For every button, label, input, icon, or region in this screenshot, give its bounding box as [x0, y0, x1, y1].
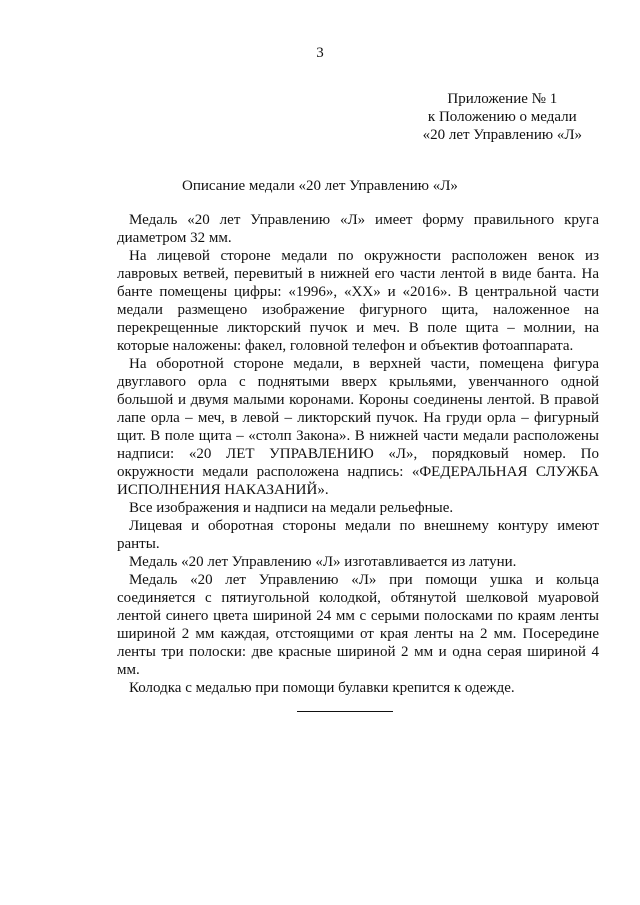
end-divider [297, 711, 393, 712]
paragraph-material: Медаль «20 лет Управлению «Л» изготавливается из латуни. [129, 554, 517, 570]
document-body [117, 211, 599, 697]
document-title: Описание медали «20 лет Управлению «Л» [182, 178, 458, 194]
paragraph-rims: Лицевая и оборотная стороны медали по внешнему контуру имеют ранты. [117, 518, 599, 552]
annex-line-2: к Положению о медали [427, 109, 577, 125]
annex-header [423, 90, 582, 144]
paragraph-relief: Все изображения и надписи на медали рельефные. [129, 500, 454, 516]
annex-line-3: «20 лет Управлению «Л» [422, 127, 582, 143]
paragraph-reverse: На оборотной стороне медали, в верхней части, помещена фигура двуглавого орла с поднятыми вверх крыльями, увенчанного одной большой и двумя малыми коронами. Короны соединены лентой. В правой лапе орла – меч, в левой – ликторский пучок. На груди орла – фигурный щит. В поле щита – «столп Закона». В нижней части медали расположены надписи: «20 ЛЕТ УПРАВЛЕНИЮ «Л», порядковый номер. По окружности медали расположена надпись: «ФЕДЕРАЛЬНАЯ СЛУЖБА ИСПОЛНЕНИЯ НАКАЗАНИЙ». [117, 356, 599, 498]
paragraph-ribbon: Медаль «20 лет Управлению «Л» при помощи ушка и кольца соединяется с пятиугольной колодкой, обтянутой шелковой муаровой лентой синего цвета шириной 24 мм с серыми полосками по краям ленты шириной 2 мм каждая, отстоящими от края ленты на 2 мм. Посередине ленты три полоски: две красные шириной 2 мм и одна серая шириной 4 мм. [117, 572, 599, 678]
paragraph-shape: Медаль «20 лет Управлению «Л» имеет форму правильного круга диаметром 32 мм. [117, 212, 599, 246]
paragraph-attachment: Колодка с медалью при помощи булавки крепится к одежде. [129, 680, 515, 696]
paragraph-obverse: На лицевой стороне медали по окружности расположен венок из лавровых ветвей, перевитый в нижней его части лентой в виде банта. На банте помещены цифры: «1996», «ХХ» и «2016». В центральной части медали размещено изображение фигурного щита, наложенное на перекрещенные ликторский пучок и меч. В поле щита – молнии, на которые наложены: факел, головной телефон и объектив фотоаппарата. [117, 248, 599, 354]
page-number: 3 [316, 45, 324, 61]
annex-line-1: Приложение № 1 [447, 91, 558, 107]
